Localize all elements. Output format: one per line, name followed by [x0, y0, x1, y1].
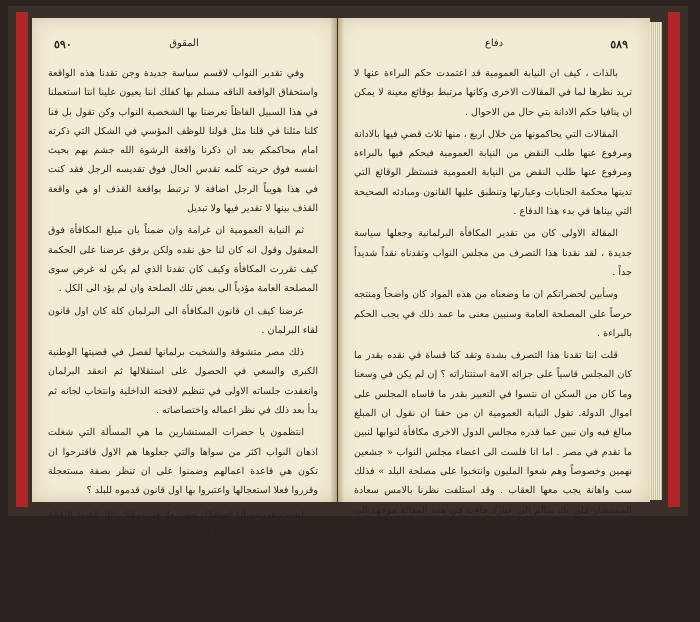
left-paragraph: وفي تقدير النواب لاقسم سياسة جديدة وجن تقدنا هذه الواقعة واستحقاق الواقعة الناقه مسلم بها كفلك اننا يعيون علينا انتا استعملنا في هذا السبيل الفاظاً تعرضنا بها الشخصية النواب وكن تقول بل فنا كلنا مثلنا في قلنا مثل قولنا للوظف المؤسي في الشكل التي ذكرته امام محاكمكم بعد ان ذكرنا واقعة الرشوة الله جشم بهم بحيث انفسه فوق حريته كلمه تقدس الحال فوق تقديسه الرجل فقد كنت في هذا هويباً الرجل اضافة لا ترتبط بواقعة القذف او هي واقعة القذف بينها لا تقدير فيها ولا تبديل — [48, 68, 318, 215]
right-running-title: دفاع — [484, 38, 504, 49]
left-page-header — [32, 38, 336, 56]
left-running-title: المقوق — [169, 38, 199, 49]
left-page — [32, 18, 337, 578]
left-page-text — [48, 64, 318, 585]
right-page-header — [338, 38, 650, 56]
left-paragraph: ليست هي مسألة استقلال مصر ولا هي تمكنك تلك القيود الثقيلة التي فيدت بها البلاد والوزارات السابقة ولا هي نظر القوانين الجديدة التي تحد الحرية الشخصية ولا هي شيئاً مطلقاً يتعلق بمصر وقضية مصر وبقي مصر بل هي مكافأتهم — [48, 508, 318, 578]
book-gutter — [330, 18, 344, 502]
right-paragraph: المقالات التي يحاكمونها من خلال اربع ، منها ثلاث قضي فيها بالادانة ومرفوع عنها طلب النقض من النيابة العمومية فيحكم فيها بالبراءة ومرفوع عنها طلب النقض من النيابة العمومية فتستظر الوقائع التي تدينها محكمة الجنايات وعبارتها وتنطبق عليها القانون ومبادئه الصحيحة التي بيناها في بدء هذا الدفاع . — [354, 128, 632, 218]
right-paragraph: بالذات ، كيف ان النيابة العمومية قد اعتمدت حكم البراءة عنها لا تريد نظرها لما في المقالات الاخرى وكانها مرتبط بوقائع معينة لا يمكن ان ينافيا حكم الادانة بتي حال من الاحوال . — [354, 68, 632, 118]
right-paragraph: الواقعة المادية اذن مسلم بها من النيابة العمومية مسلم بها من الحكم الابتدائي ؛ — [354, 584, 632, 616]
right-page-number: ٥٨٩ — [610, 38, 628, 51]
right-paragraph: المقالة الاولى كان من تقدير المكافأة البرلمانية وجعلها سياسة جديدة ، لقد نقدنا هذا التصرف من مجلس النواب وتقدناه نقداً شديداً جداً . — [354, 228, 632, 278]
left-paragraph: انتظمون يا حضرات المستشارين ما هي المسألة التي شغلت اذهان النواب اكثر من سواها والتي جعلوها هم الاول فاقترحوا ان تكون هي قاعدة اعمالهم وضمنوا على ان تنظر بصفة مستعجلة وقرروا فعلا استعجالها واعتبروا بها اول قانون قدموه للبلد ؟ — [48, 427, 318, 497]
red-page-edge-right — [668, 12, 680, 507]
right-page-text — [354, 64, 632, 622]
right-page — [338, 18, 650, 616]
left-page-number: ٥٩٠ — [54, 38, 72, 51]
page-leaves — [650, 22, 662, 500]
left-paragraph: عرضنا كيف ان قانون المكافأة الى البرلمان كلة كان اول قانون لقاء البرلمان . — [48, 305, 318, 336]
red-page-edge-left — [16, 12, 28, 507]
right-paragraph: وسأبين لحضراتكم ان ما وضعناه من هذه المواد كان واضحاً ومنتجه حرصاً على المصلحة العامة وسنبين معنى ما عمد ذلك في يجب الحكم بالبراءة . — [354, 289, 632, 339]
left-paragraph: ذلك مصر متشوقة والشخبت برلمانها لفصل في قضيتها الوطنية الكبرى والسعي في الحصول على استقلالها ثم انعقد البرلمان وانعقدت جلساته الاولى في تنظيم لاقحته الداخلية وانتخاب لجانه ثم بدأ بعد ذلك في نظر اعماله واختصاصاته . — [48, 347, 318, 417]
right-paragraph: قلت انتا تقدنا هذا التصرف بشدة وتقد كنا قساة في نقده بقدر ما كان المجلس قاسياً على جزائه الامة استنتاراته ؟ إن لم يكن في وسعنا وما كان من السكن ان نتسوا في التعبير بقدر ما قاساه المجلس على اموال الدولة. تقول النيابة العمومية ان من حقنا ان نقول ان المبلغ مبالغ فيه وان نبين عما قدره مجالس الدول الاخرى مكافأة لنوابها لنبين ما تقدم في مصر . اما انا فلست الى اعضاء مجلس النواب « جشعين نهمين وخصوصاً وهم شعوا المليون وانتخبوا على مصلحة البلد » فذلك سب واهانة يجب معها العقاب . وقد استلفت نظرنا بالامس سعادة المستشار على بك سالم الى عبارة جاءت في هذه المقالة موجهة الى النواب نصها : «فاذا الخلاصيم لمصر اخلاص لانفسهم واذا حبهم الوطن حب لذواتهم » وطلب منا ان نبين كيف ان هذا يمكن ان يعتبر من النقد البرىء . — [354, 350, 632, 574]
left-paragraph: ثم النيابة العمومية ان غرامة وان ضمناً بان مبلغ المكافأة فوق المعقول وقول انه كان لنا حق نقده ولكن برفق عرضنا على الحكمة كيف تقررت المكافأة وكيف كان تقدنا الذي لم يكن له غرض سوى المصلحة العامة مؤدياً الى بعض تلك الصلحة وان لم يؤد الى الكل . — [48, 225, 318, 295]
